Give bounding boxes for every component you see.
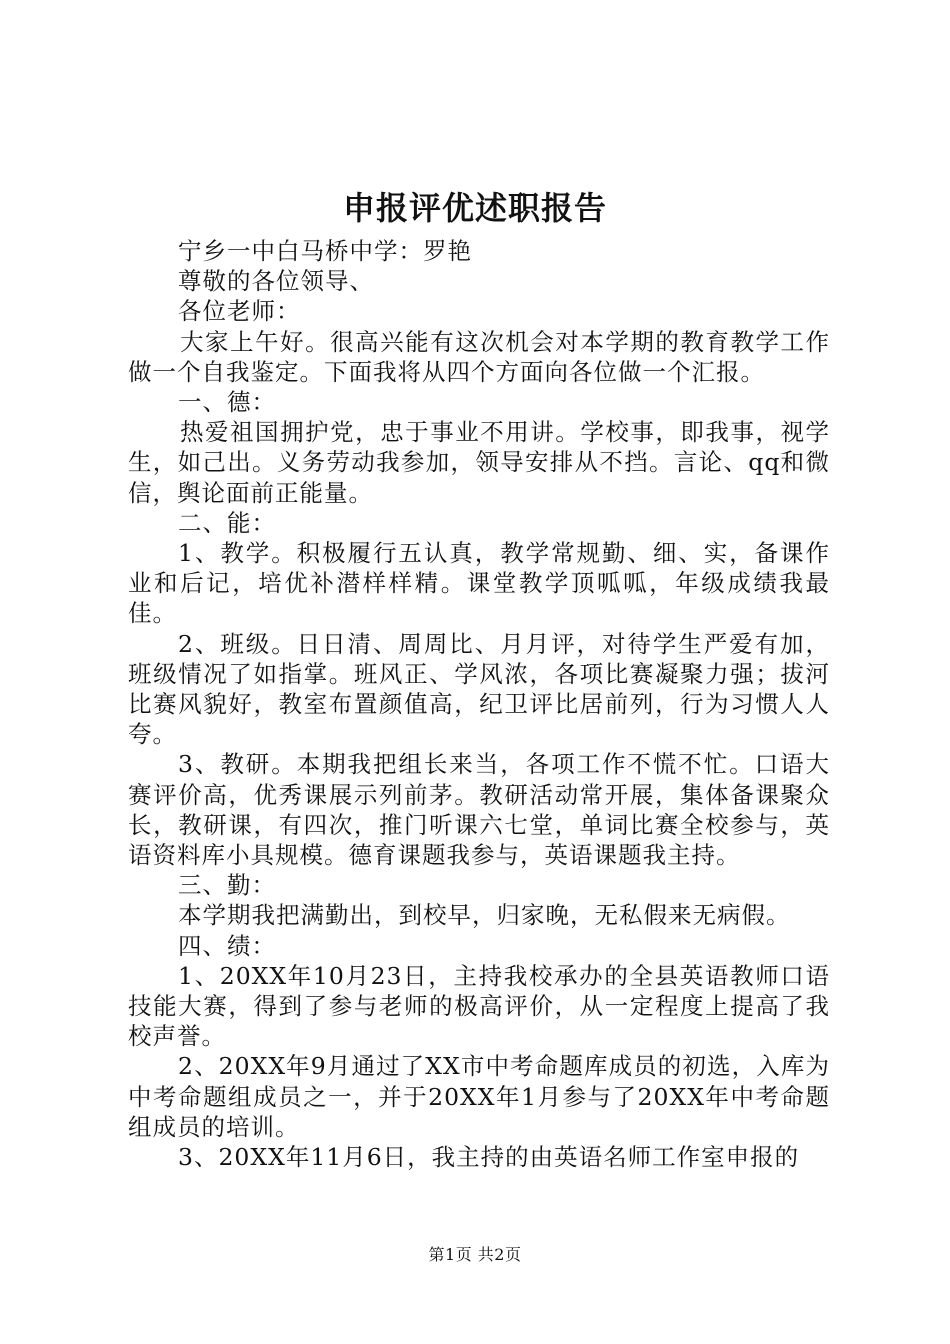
document-body (128, 236, 830, 1172)
section-heading-diligence: 三、勤： (178, 871, 276, 900)
section-heading-ability: 二、能： (178, 508, 276, 537)
document-title: 申报评优述职报告 (342, 189, 607, 227)
section-heading-achievement: 四、绩： (178, 931, 276, 960)
paragraph-virtue: 热爱祖国拥护党，忠于事业不用讲。学校事，即我事，视学生，如己出。义务劳动我参加，领导安排从不挡。言论、qq和微信，舆论面前正能量。 (128, 418, 830, 507)
paragraph-achievement-2: 2、20XX年9月通过了XX市中考命题库成员的初选，入库为中考命题组成员之一，并于20XX年1月参与了20XX年中考命题组成员的培训。 (128, 1052, 830, 1141)
salutation-teachers: 各位老师： (178, 297, 301, 326)
paragraph-achievement-1: 1、20XX年10月23日，主持我校承办的全县英语教师口语技能大赛，得到了参与老师的极高评价，从一定程度上提高了我校声誉。 (128, 961, 830, 1051)
page-number-footer: 第1页 共2页 (428, 1245, 522, 1264)
author-line: 宁乡一中白马桥中学：罗艳 (178, 237, 472, 265)
paragraph-achievement-3: 3、20XX年11月6日，我主持的由英语名师工作室申报的 (178, 1143, 800, 1172)
section-heading-virtue: 一、德： (178, 388, 276, 417)
paragraph-research: 3、教研。本期我把组长来当，各项工作不慌不忙。口语大赛评价高，优秀课展示列前茅。教研活动常开展，集体备课聚众长，教研课，有四次，推门听课六七堂，单词比赛全校参与，英语资料库小具规模。德育课题我参与，英语课题我主持。 (128, 750, 830, 870)
salutation-leaders: 尊敬的各位领导、 (178, 267, 374, 296)
paragraph-diligence: 本学期我把满勤出，到校早，归家晚，无私假来无病假。 (178, 901, 791, 930)
paragraph-intro: 大家上午好。很高兴能有这次机会对本学期的教育教学工作做一个自我鉴定。下面我将从四个方面向各位做一个汇报。 (128, 327, 830, 386)
paragraph-teaching: 1、教学。积极履行五认真，教学常规勤、细、实，备课作业和后记，培优补潜样样精。课堂教学顶呱呱，年级成绩我最佳。 (128, 539, 830, 628)
paragraph-class: 2、班级。日日清、周周比、月月评，对待学生严爱有加，班级情况了如指掌。班风正、学风浓，各项比赛凝聚力强；拔河比赛风貌好，教室布置颜值高，纪卫评比居前列，行为习惯人人夸。 (128, 629, 830, 749)
